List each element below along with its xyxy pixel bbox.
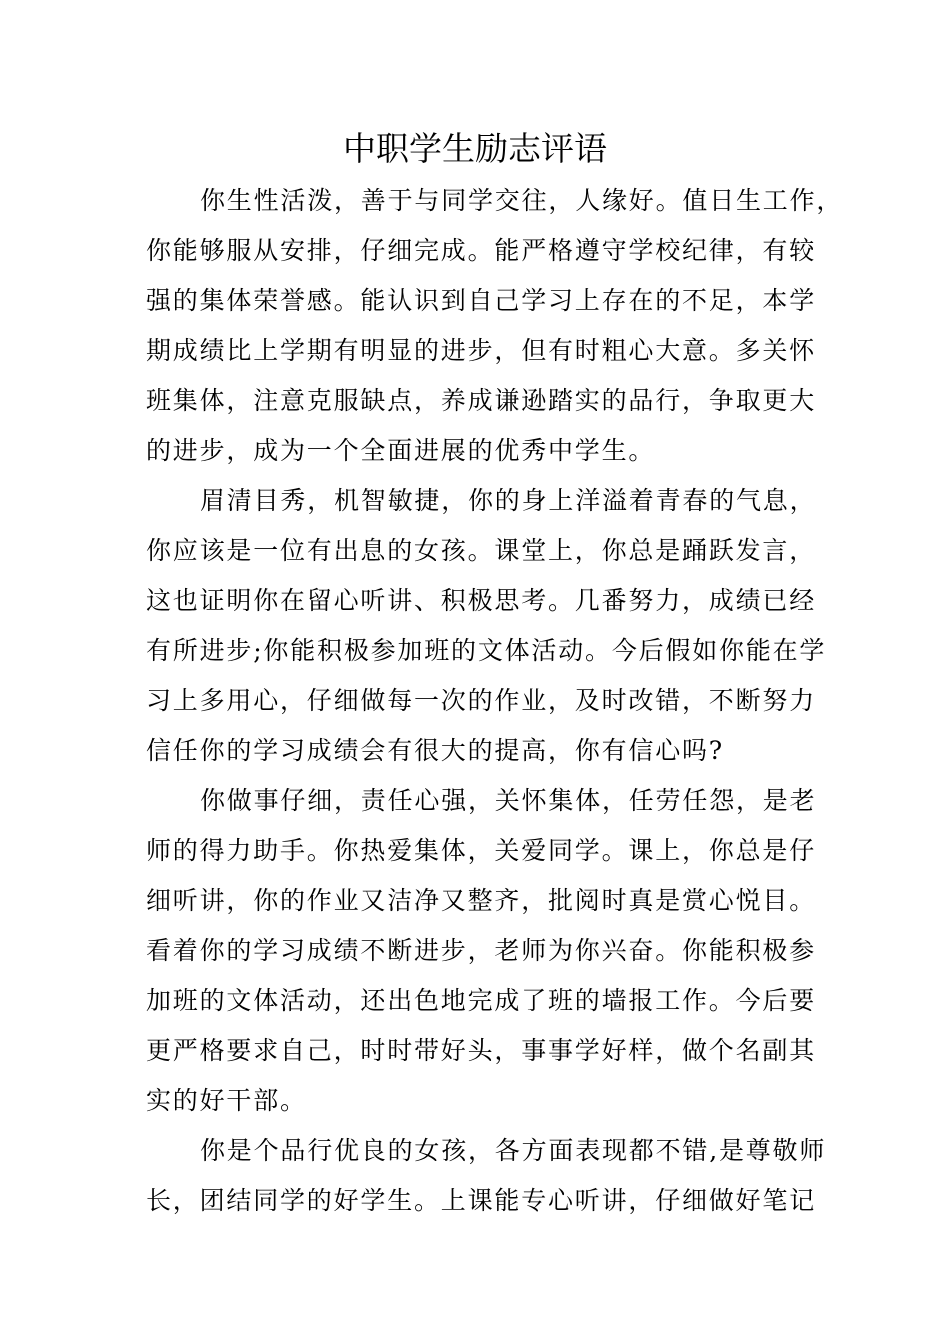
text-line: 你生性活泼，善于与同学交往，人缘好。值日生工作， (200, 186, 844, 215)
text-line: 强的集体荣誉感。能认识到自己学习上存在的不足，本学 (146, 286, 817, 315)
document-title: 中职学生励志评语 (343, 129, 607, 168)
text-line: 你应该是一位有出息的女孩。课堂上，你总是踊跃发言， (146, 536, 817, 565)
text-line: 你做事仔细，责任心强，关怀集体，任劳任怨，是老 (200, 786, 817, 815)
text-line: 实的好干部。 (146, 1086, 307, 1115)
text-line: 信任你的学习成绩会有很大的提高，你有信心吗? (146, 736, 725, 765)
paragraph-3 (146, 776, 822, 1126)
text-line: 习上多用心，仔细做每一次的作业，及时改错，不断努力 (146, 686, 817, 715)
text-line: 眉清目秀，机智敏捷，你的身上洋溢着青春的气息， (200, 486, 817, 515)
paragraph-4 (146, 1126, 827, 1226)
text-line: 你是个品行优良的女孩，各方面表现都不错,是尊敬师 (200, 1136, 827, 1165)
text-line: 更严格要求自己，时时带好头，事事学好样，做个名副其 (146, 1036, 817, 1065)
text-line: 期成绩比上学期有明显的进步，但有时粗心大意。多关怀 (146, 336, 817, 365)
text-line: 细听讲，你的作业又洁净又整齐，批阅时真是赏心悦目。 (146, 886, 817, 915)
text-line: 加班的文体活动，还出色地完成了班的墙报工作。今后要 (146, 986, 817, 1015)
text-line: 的进步，成为一个全面进展的优秀中学生。 (146, 436, 656, 465)
paragraph-1 (146, 176, 844, 476)
text-line: 你能够服从安排，仔细完成。能严格遵守学校纪律，有较 (146, 236, 817, 265)
text-line: 班集体，注意克服缺点，养成谦逊踏实的品行，争取更大 (146, 386, 817, 415)
text-line: 看着你的学习成绩不断进步，老师为你兴奋。你能积极参 (146, 936, 817, 965)
paragraph-2 (146, 476, 827, 776)
text-line: 有所进步;你能积极参加班的文体活动。今后假如你能在学 (146, 636, 827, 665)
document-body (146, 176, 844, 1226)
text-line: 这也证明你在留心听讲、积极思考。几番努力，成绩已经 (146, 586, 817, 615)
text-line: 长，团结同学的好学生。上课能专心听讲，仔细做好笔记 (146, 1186, 817, 1215)
text-line: 师的得力助手。你热爱集体，关爱同学。课上，你总是仔 (146, 836, 817, 865)
